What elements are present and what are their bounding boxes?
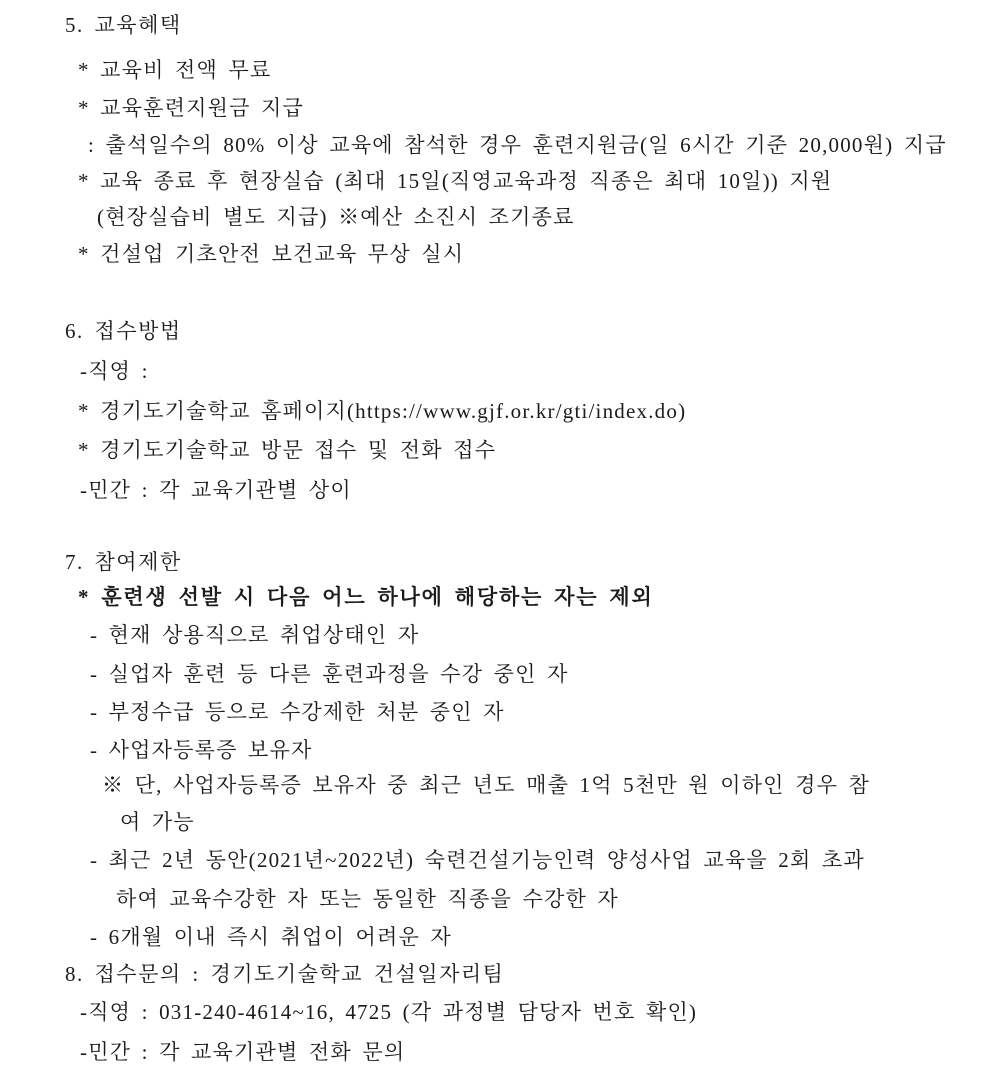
employed-person-item: - 현재 상용직으로 취업상태인 자 (90, 623, 420, 647)
safety-education-item: * 건설업 기초안전 보건교육 무상 실시 (78, 242, 465, 266)
private-phone-item: -민간 : 각 교육기관별 전화 문의 (80, 1040, 406, 1064)
business-exception-note-continuation: 여 가능 (120, 810, 195, 834)
repeat-training-item: - 최근 2년 동안(2021년~2022년) 숙련건설기능인력 양성사업 교육을 2회 초과 (90, 848, 865, 872)
school-visit-phone-item: * 경기도기술학교 방문 접수 및 전화 접수 (78, 438, 497, 462)
business-exception-note: ※ 단, 사업자등록증 보유자 중 최근 년도 매출 1억 5천만 원 이하인 경우 참 (102, 773, 871, 797)
section-7-heading: 7. 참여제한 (65, 550, 182, 574)
private-institution-item: -민간 : 각 교육기관별 상이 (80, 478, 352, 502)
section-6-heading: 6. 접수방법 (65, 319, 182, 343)
restriction-penalty-item: - 부정수급 등으로 수강제한 처분 중인 자 (90, 700, 505, 724)
training-allowance-item: * 교육훈련지원금 지급 (78, 96, 304, 120)
field-practice-note: (현장실습비 별도 지급) ※예산 소진시 조기종료 (97, 205, 575, 229)
direct-operation-label: -직영 : (80, 359, 149, 383)
direct-phone-item: -직영 : 031-240-4614~16, 4725 (각 과정별 담당자 번호 확인) (80, 1000, 698, 1024)
section-8-heading: 8. 접수문의 : 경기도기술학교 건설일자리팀 (65, 962, 505, 986)
allowance-condition-note: : 출석일수의 80% 이상 교육에 참석한 경우 훈련지원금(일 6시간 기준 20,000원) 지급 (88, 133, 947, 157)
edu-fee-free-item: * 교육비 전액 무료 (78, 58, 272, 82)
field-practice-item: * 교육 종료 후 현장실습 (최대 15일(직영교육과정 직종은 최대 10일)) 지원 (78, 169, 833, 193)
repeat-training-item-continuation: 하여 교육수강한 자 또는 동일한 직종을 수강한 자 (116, 887, 619, 911)
section-5-heading: 5. 교육혜택 (65, 13, 182, 37)
school-homepage-item: * 경기도기술학교 홈페이지(https://www.gjf.or.kr/gti/index.do) (78, 399, 687, 423)
exclusion-criteria-title: * 훈련생 선발 시 다음 어느 하나에 해당하는 자는 제외 (78, 585, 654, 609)
business-registration-item: - 사업자등록증 보유자 (90, 738, 313, 762)
employment-difficulty-item: - 6개월 이내 즉시 취업이 어려운 자 (90, 925, 452, 949)
other-training-item: - 실업자 훈련 등 다른 훈련과정을 수강 중인 자 (90, 662, 569, 686)
